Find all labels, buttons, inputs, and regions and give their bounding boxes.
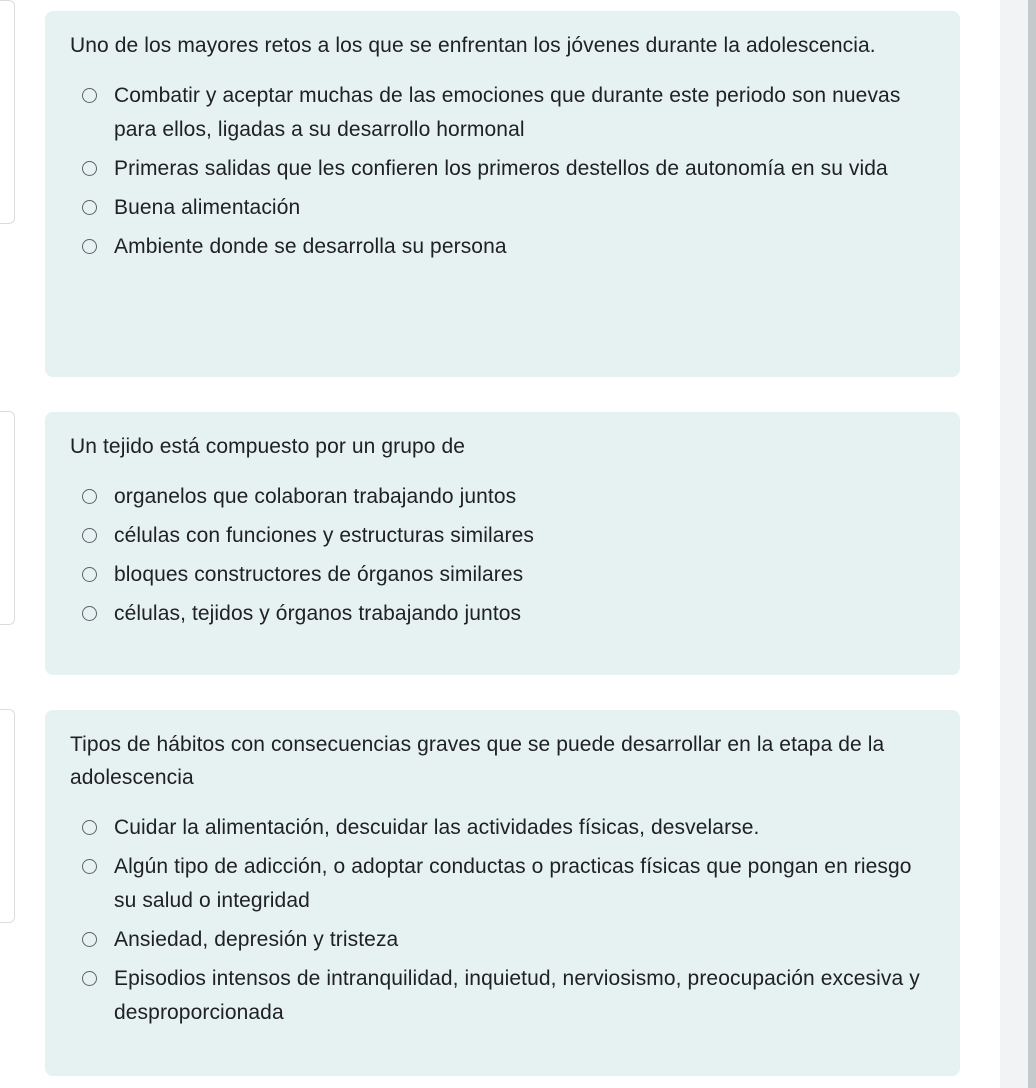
radio-button-icon[interactable] [82,528,97,543]
adjacent-card-edge [0,411,15,625]
option-item[interactable] [70,79,934,147]
option-label: Cuidar la alimentación, descuidar las actividades físicas, desvelarse. [114,816,760,839]
adjacent-card-edge [0,709,15,923]
radio-button-icon[interactable] [82,200,97,215]
question-card-1 [45,11,960,377]
options-list [70,811,934,1030]
option-label: organelos que colaboran trabajando juntos [114,485,517,508]
question-text: Un tejido está compuesto por un grupo de [70,435,466,458]
radio-button-icon[interactable] [82,971,97,986]
radio-button-icon[interactable] [82,239,97,254]
option-item[interactable] [70,191,934,225]
option-item[interactable] [70,962,934,1030]
radio-button-icon[interactable] [82,489,97,504]
option-label: bloques constructores de órganos similares [114,563,524,586]
option-label: Episodios intensos de intranquilidad, inquietud, nerviosismo, preocupación excesiva y desproporcionada [114,967,920,1024]
radio-button-icon[interactable] [82,859,97,874]
question-text: Uno de los mayores retos a los que se enfrentan los jóvenes durante la adolescencia. [70,34,876,57]
option-item[interactable] [70,230,934,264]
radio-button-icon[interactable] [82,161,97,176]
option-item[interactable] [70,597,934,631]
options-list [70,79,934,264]
option-item[interactable] [70,850,934,918]
option-item[interactable] [70,923,934,957]
adjacent-card-edge [0,0,15,224]
radio-button-icon[interactable] [82,567,97,582]
option-item[interactable] [70,558,934,592]
options-list [70,480,934,631]
option-label: Combatir y aceptar muchas de las emociones que durante este periodo son nuevas para ellos, ligadas a su desarrollo hormonal [114,84,901,141]
option-item[interactable] [70,480,934,514]
scrollbar-thumb[interactable] [1028,0,1036,1088]
option-label: células, tejidos y órganos trabajando juntos [114,602,522,625]
radio-button-icon[interactable] [82,606,97,621]
option-item[interactable] [70,152,934,186]
question-text: Tipos de hábitos con consecuencias graves que se puede desarrollar en la etapa de la adolescencia [70,733,885,789]
option-item[interactable] [70,811,934,845]
radio-button-icon[interactable] [82,820,97,835]
option-label: células con funciones y estructuras similares [114,524,535,547]
option-label: Algún tipo de adicción, o adoptar conductas o practicas físicas que pongan en riesgo su salud o integridad [114,855,912,912]
option-label: Ansiedad, depresión y tristeza [114,928,399,951]
option-label: Primeras salidas que les confieren los primeros destellos de autonomía en su vida [114,157,888,180]
radio-button-icon[interactable] [82,88,97,103]
option-label: Buena alimentación [114,196,301,219]
question-card-2 [45,412,960,675]
question-card-3 [45,710,960,1076]
option-label: Ambiente donde se desarrolla su persona [114,235,507,258]
option-item[interactable] [70,519,934,553]
radio-button-icon[interactable] [82,932,97,947]
